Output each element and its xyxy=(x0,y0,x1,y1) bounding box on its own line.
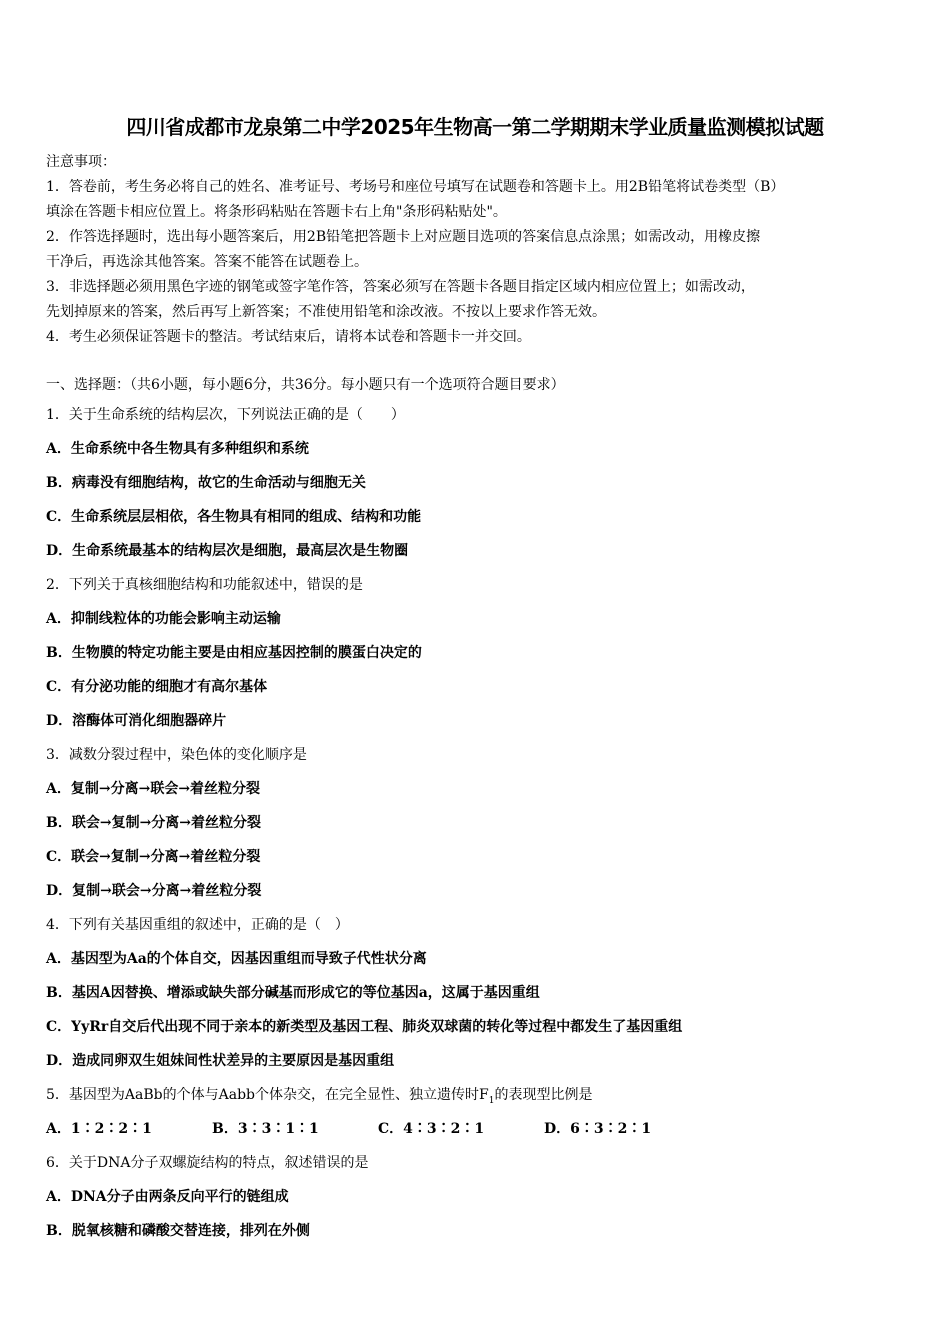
question-6-stem: 6．关于DNA分子双螺旋结构的特点，叙述错误的是 xyxy=(46,1155,369,1171)
question-2-option-c: C．有分泌功能的细胞才有高尔基体 xyxy=(46,679,268,695)
notice-line: 2．作答选择题时，选出每小题答案后，用2B铅笔把答题卡上对应题目选项的答案信息点涂黑；如需改动，用橡皮擦 xyxy=(46,229,761,245)
question-6-option-b: B．脱氧核糖和磷酸交替连接，排列在外侧 xyxy=(46,1223,310,1239)
question-4-option-b: B．基因A因替换、增添或缺失部分碱基而形成它的等位基因a，这属于基因重组 xyxy=(46,985,540,1001)
question-3-option-a: A．复制→分离→联会→着丝粒分裂 xyxy=(46,781,261,797)
question-3-option-b: B．联会→复制→分离→着丝粒分裂 xyxy=(46,815,262,831)
question-4-stem: 4．下列有关基因重组的叙述中，正确的是（ ） xyxy=(46,917,349,933)
question-2-option-a: A．抑制线粒体的功能会影响主动运输 xyxy=(46,611,281,627)
question-3-option-c: C．联会→复制→分离→着丝粒分裂 xyxy=(46,849,261,865)
question-5-option-a: A．1∶2∶2∶1 xyxy=(46,1121,152,1137)
question-2-option-d: D．溶酶体可消化细胞器碎片 xyxy=(46,713,227,729)
question-1-option-a: A．生命系统中各生物具有多种组织和系统 xyxy=(46,441,309,457)
question-5-option-d: D．6∶3∶2∶1 xyxy=(544,1121,652,1137)
question-1-option-c: C．生命系统层层相依，各生物具有相同的组成、结构和功能 xyxy=(46,509,422,525)
question-6-option-a: A．DNA分子由两条反向平行的链组成 xyxy=(46,1189,289,1205)
section-heading: 一、选择题：（共6小题，每小题6分，共36分。每小题只有一个选项符合题目要求） xyxy=(46,377,565,393)
notice-line: 3．非选择题必须用黑色字迹的钢笔或签字笔作答，答案必须写在答题卡各题目指定区域内相应位置上；如需改动， xyxy=(46,279,755,295)
notice-block xyxy=(46,150,906,350)
exam-title: 四川省成都市龙泉第二中学2025年生物高一第二学期期末学业质量监测模拟试题 xyxy=(126,115,824,139)
question-5-stem xyxy=(46,1078,906,1112)
question-3-option-d: D．复制→联会→分离→着丝粒分裂 xyxy=(46,883,262,899)
question-2-stem: 2．下列关于真核细胞结构和功能叙述中，错误的是 xyxy=(46,577,363,593)
questions-body xyxy=(46,372,906,1248)
notice-line: 4．考生必须保证答题卡的整洁。考试结束后，请将本试卷和答题卡一并交回。 xyxy=(46,329,531,345)
question-1-stem: 1．关于生命系统的结构层次，下列说法正确的是（ ） xyxy=(46,407,405,423)
question-2-option-b: B．生物膜的特定功能主要是由相应基因控制的膜蛋白决定的 xyxy=(46,645,422,661)
question-4-option-d: D．造成同卵双生姐妹间性状差异的主要原因是基因重组 xyxy=(46,1053,395,1069)
question-5-subscript: 1 xyxy=(488,1095,495,1106)
question-1-option-d: D．生命系统最基本的结构层次是细胞，最高层次是生物圈 xyxy=(46,543,409,559)
notice-line: 填涂在答题卡相应位置上。将条形码粘贴在答题卡右上角"条形码粘贴处"。 xyxy=(46,204,507,220)
question-4-option-a: A．基因型为Aa的个体自交，因基因重组而导致子代性状分离 xyxy=(46,951,427,967)
notice-heading: 注意事项： xyxy=(46,154,116,170)
question-5-option-b: B．3∶3∶1∶1 xyxy=(212,1121,319,1137)
question-5-stem-tail: 的表现型比例是 xyxy=(494,1087,593,1103)
notice-line: 干净后，再选涂其他答案。答案不能答在试题卷上。 xyxy=(46,254,368,270)
question-5-options xyxy=(46,1112,906,1146)
question-4-option-c: C．YyRr自交后代出现不同于亲本的新类型及基因工程、肺炎双球菌的转化等过程中都发生了基因重组 xyxy=(46,1019,683,1035)
question-3-stem: 3．减数分裂过程中，染色体的变化顺序是 xyxy=(46,747,307,763)
question-5-stem-text: 5．基因型为AaBb的个体与Aabb个体杂交，在完全显性、独立遗传时F xyxy=(46,1087,489,1103)
question-5-option-c: C．4∶3∶2∶1 xyxy=(378,1121,485,1137)
notice-line: 先划掉原来的答案，然后再写上新答案；不准使用铅笔和涂改液。不按以上要求作答无效。 xyxy=(46,304,606,320)
question-1-option-b: B．病毒没有细胞结构，故它的生命活动与细胞无关 xyxy=(46,475,366,491)
notice-line: 1．答卷前，考生务必将自己的姓名、准考证号、考场号和座位号填写在试题卷和答题卡上。用2B铅笔将试卷类型（B） xyxy=(46,179,785,195)
